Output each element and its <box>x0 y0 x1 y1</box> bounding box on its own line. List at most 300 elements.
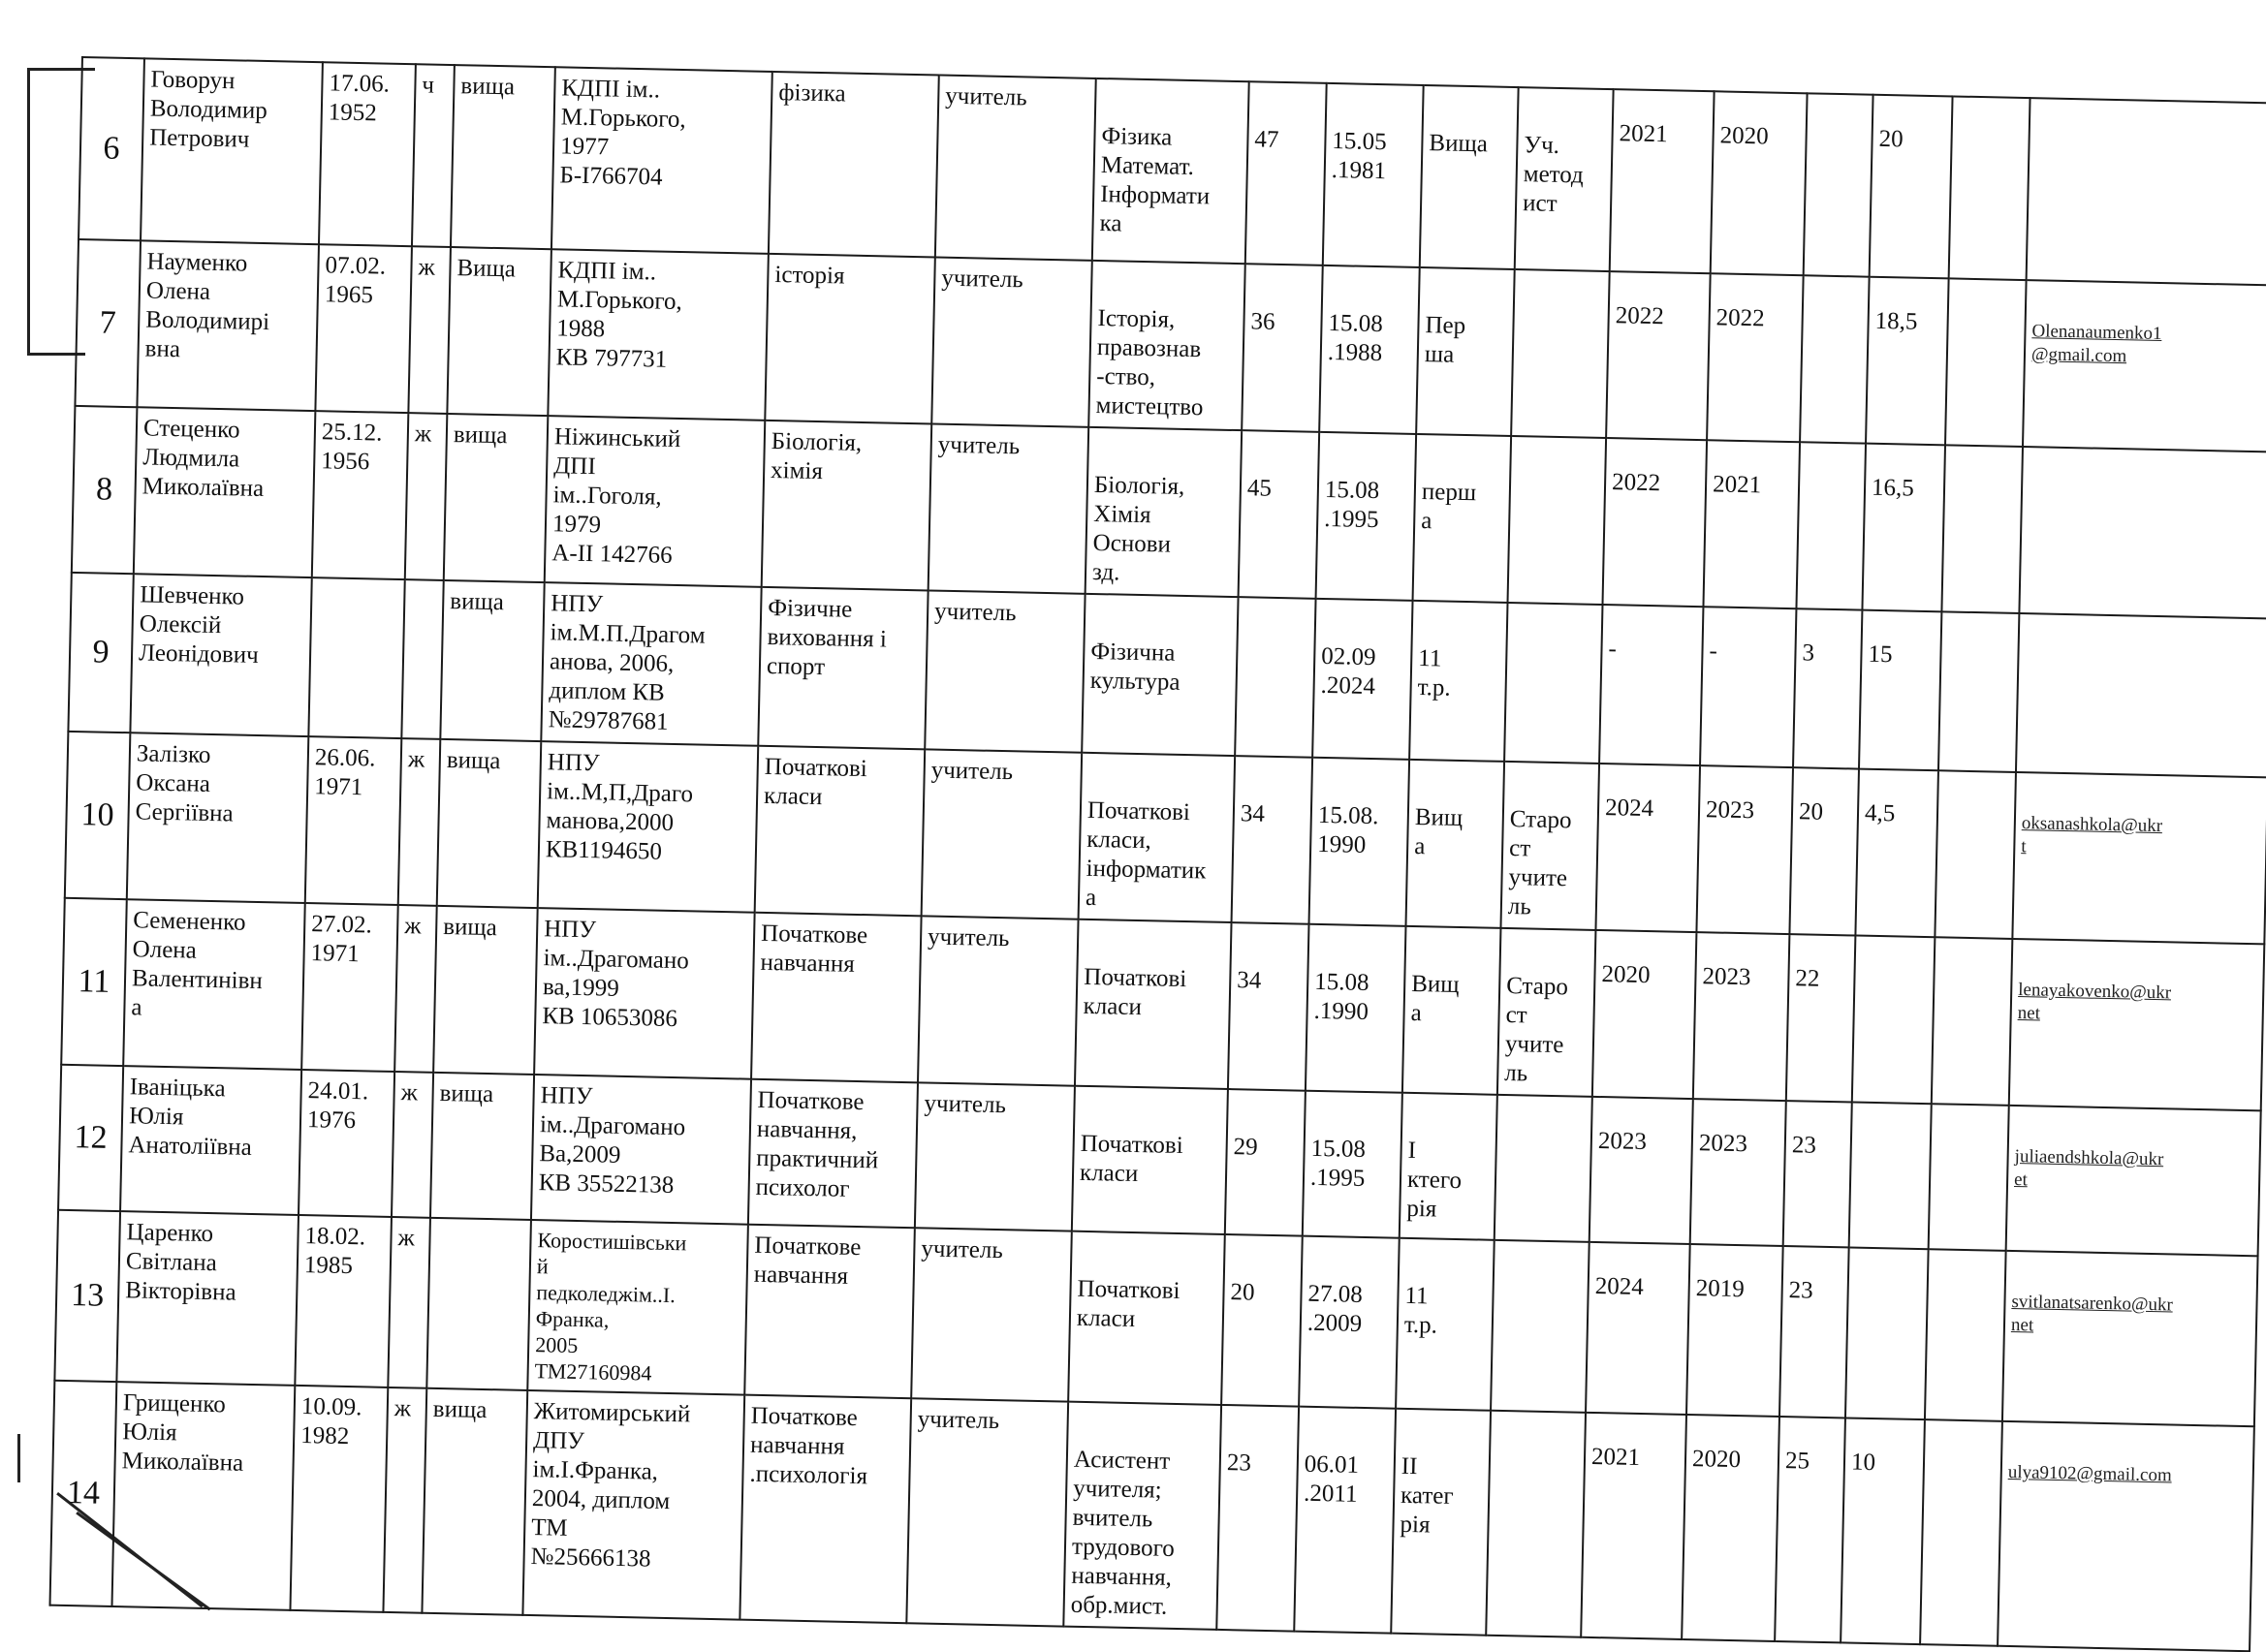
position-cell <box>925 590 1085 752</box>
teaching-hours-cell <box>1242 264 1323 432</box>
blank-cell-cell <box>1949 96 2030 280</box>
teacher-name-cell <box>116 1211 299 1386</box>
email: Olenanaumenko1 @gmail.com <box>2030 321 2162 367</box>
sex-cell <box>392 1072 433 1218</box>
teacher-name: Шевченко Олексій Леонідович <box>138 581 260 669</box>
experience-count-cell <box>1786 934 1856 1102</box>
position-cell <box>928 423 1089 593</box>
sex: ж <box>400 1079 419 1107</box>
teacher-name: Іваніцька Юлія Анатоліївна <box>128 1074 253 1161</box>
subjects: Біологія, Хімія Основи зд. <box>1091 471 1185 586</box>
sex-cell <box>398 738 441 906</box>
subjects-cell <box>1092 78 1249 264</box>
specialty-cell <box>762 421 932 591</box>
teaching-hours: 34 <box>1240 800 1266 827</box>
experience-count: 20 <box>1798 798 1824 826</box>
pedagogical-title-cell <box>1515 87 1614 271</box>
row-number-cell <box>72 406 138 574</box>
teaching-hours-cell <box>1221 1234 1303 1407</box>
row-number-cell <box>75 239 141 407</box>
subjects-cell <box>1072 1086 1228 1234</box>
email-cell <box>2019 447 2266 618</box>
institution-cell <box>531 1075 751 1225</box>
blank-cell-cell <box>1929 1104 2009 1251</box>
position: учитель <box>924 1090 1007 1119</box>
row-number: 12 <box>74 1119 109 1156</box>
email: oksanashkola@ukr t <box>2021 813 2163 857</box>
work-experience-cell <box>1866 277 1949 446</box>
hire-date: 02.09 .2024 <box>1320 642 1376 701</box>
row-number: 11 <box>78 963 110 1000</box>
hire-date-cell <box>1312 599 1412 760</box>
blank-cell-cell <box>1945 278 2027 447</box>
courses-year-cell <box>1703 440 1800 608</box>
teaching-hours-cell <box>1245 81 1327 265</box>
pedagogical-title-cell <box>1491 1240 1589 1413</box>
teaching-hours: 20 <box>1230 1279 1255 1306</box>
experience-count-cell <box>1779 1246 1849 1418</box>
attestation-year: - <box>1608 636 1618 663</box>
education-level: вища <box>450 588 505 616</box>
pedagogical-title-cell <box>1511 269 1610 438</box>
subjects: Фізична культура <box>1089 638 1180 696</box>
birth-date-cell <box>315 244 412 413</box>
specialty-cell <box>748 1079 918 1229</box>
teaching-hours-cell <box>1235 597 1315 758</box>
attestation-year-cell <box>1610 89 1715 273</box>
position: учитель <box>930 757 1014 786</box>
hire-date-cell <box>1309 758 1410 926</box>
work-experience: 10 <box>1850 1449 1876 1477</box>
row-number-cell <box>54 1210 120 1382</box>
birth-date <box>319 584 398 586</box>
courses-year: 2023 <box>1705 796 1755 825</box>
subjects-cell <box>1063 1402 1221 1630</box>
blank-cell-cell <box>1932 937 2013 1106</box>
work-experience <box>1862 966 1928 967</box>
courses-year: 2023 <box>1702 963 1751 991</box>
institution: Коростишівськи й педколеджім..І. Франка, 2005 ТМ27160984 <box>534 1228 687 1386</box>
row-number-cell <box>58 1065 123 1211</box>
row-number: 6 <box>103 130 120 167</box>
position: учитель <box>933 598 1017 627</box>
attestation-year-cell <box>1589 1097 1693 1244</box>
institution: НПУ ім.М.П.Драгом анова, 2006, диплом КВ №29787681 <box>548 590 706 735</box>
row-number: 10 <box>80 796 114 833</box>
category: 11 т.р. <box>1403 1282 1438 1339</box>
sex-cell <box>394 905 437 1073</box>
position: учитель <box>937 431 1021 460</box>
courses-year-cell <box>1693 932 1790 1101</box>
work-experience-cell <box>1855 769 1938 938</box>
teaching-hours <box>1244 640 1308 641</box>
specialty: Біологія, хімія <box>770 427 863 485</box>
teacher-name: Говорун Володимир Петрович <box>148 66 268 153</box>
attestation-year: 2024 <box>1604 795 1654 823</box>
attestation-year: 2021 <box>1619 120 1668 148</box>
work-experience-cell <box>1852 936 1936 1105</box>
courses-year-cell <box>1700 607 1796 767</box>
experience-count-cell <box>1789 767 1859 935</box>
teacher-name-cell <box>120 1066 301 1215</box>
courses-year: 2023 <box>1698 1130 1748 1158</box>
email-cell <box>1998 1421 2254 1651</box>
category: перш а <box>1420 479 1477 535</box>
education-level-cell <box>437 739 542 908</box>
row-number: 14 <box>66 1475 101 1512</box>
education-level: вища <box>453 421 508 450</box>
teacher-name-cell <box>141 58 323 244</box>
institution-cell <box>545 416 766 587</box>
position-cell <box>915 1082 1075 1231</box>
hire-date: 15.08 .1990 <box>1313 968 1369 1026</box>
sex-cell <box>388 1217 430 1388</box>
email-cell <box>2023 280 2266 452</box>
attestation-year-cell <box>1581 1413 1686 1639</box>
position-cell <box>931 257 1092 426</box>
education-level-cell <box>447 247 551 416</box>
pedagogical-title <box>1503 1138 1585 1140</box>
specialty-cell <box>765 254 935 424</box>
institution: Житомирський ДПУ ім.І.Франка, 2004, диплом ТМ №25666138 <box>530 1398 691 1573</box>
institution-cell <box>538 741 759 913</box>
category: І ктего рія <box>1406 1137 1463 1223</box>
pedagogical-title <box>1500 1284 1582 1286</box>
birth-date-cell <box>305 736 402 905</box>
pedagogical-title: Старо ст учите ль <box>1504 973 1569 1087</box>
blank-cell-cell <box>1925 1249 2006 1421</box>
position-cell <box>922 749 1083 919</box>
teaching-hours: 34 <box>1237 967 1262 994</box>
specialty-cell <box>740 1395 911 1624</box>
email: svitlanatsarenko@ukr net <box>2010 1291 2173 1336</box>
subjects-cell <box>1082 594 1238 756</box>
teacher-name: Стеценко Людмила Миколаївна <box>142 415 265 503</box>
sex-cell <box>412 64 455 247</box>
pedagogical-title-cell <box>1508 436 1607 605</box>
hire-date-cell <box>1323 83 1424 267</box>
pedagogical-title-cell <box>1504 603 1602 764</box>
subjects-cell <box>1075 920 1232 1089</box>
email: ulya9102@gmail.com <box>2007 1461 2172 1486</box>
category: Вищ а <box>1413 803 1463 860</box>
blank-cell-cell <box>1920 1419 2002 1646</box>
specialty-cell <box>751 913 922 1083</box>
education-level: вища <box>439 1079 494 1108</box>
courses-year-cell <box>1707 273 1804 442</box>
experience-count: 3 <box>1802 639 1815 667</box>
work-experience-cell <box>1845 1247 1929 1419</box>
work-experience: 15 <box>1868 640 1893 669</box>
education-level-cell <box>430 1073 534 1220</box>
teacher-name-cell <box>130 574 311 736</box>
pedagogical-title <box>1514 646 1595 648</box>
subjects: Асистент учителя; вчитель трудового навчання, обр.мист. <box>1070 1446 1176 1620</box>
institution-cell <box>527 1220 748 1395</box>
courses-year-cell <box>1690 1099 1786 1246</box>
specialty-cell <box>769 72 939 258</box>
blank-cell-cell <box>1938 611 2019 772</box>
teacher-name: Залізко Оксана Сергіївна <box>135 740 234 827</box>
subjects: Фізика Математ. Інформати ка <box>1099 123 1211 237</box>
experience-count: 25 <box>1784 1448 1810 1475</box>
sex-cell <box>383 1387 426 1613</box>
birth-date: 18.02. 1985 <box>303 1223 366 1280</box>
subjects: Історія, правознав -ство, мистецтво <box>1095 305 1204 421</box>
work-experience <box>1855 1278 1921 1279</box>
category-cell <box>1402 926 1501 1095</box>
row-number-cell <box>50 1381 117 1606</box>
specialty: фізика <box>778 79 846 108</box>
subjects-cell <box>1079 753 1236 922</box>
attestation-year: 2021 <box>1590 1443 1641 1471</box>
hire-date-cell <box>1294 1407 1396 1634</box>
attestation-year: 2023 <box>1597 1128 1648 1156</box>
work-experience-cell <box>1841 1418 1925 1644</box>
category-cell <box>1413 434 1512 603</box>
birth-date-cell <box>299 1070 394 1217</box>
category-cell <box>1400 1093 1497 1240</box>
sex: ж <box>403 913 422 940</box>
teaching-hours-cell <box>1216 1405 1299 1632</box>
teaching-hours: 36 <box>1250 308 1275 335</box>
teacher-name: Царенко Світлана Вікторівна <box>125 1219 236 1306</box>
row-number: 13 <box>70 1277 105 1314</box>
teacher-name: Науменко Олена Володимирі вна <box>144 248 270 363</box>
courses-year-cell <box>1696 765 1793 934</box>
category-cell <box>1409 601 1507 762</box>
institution-cell <box>534 908 755 1079</box>
education-level-cell <box>444 414 549 582</box>
birth-date-cell <box>308 577 404 738</box>
pedagogical-title-cell <box>1486 1411 1586 1637</box>
attestation-year-cell <box>1592 930 1697 1099</box>
blank-cell-cell <box>1941 445 2023 613</box>
row-number-cell <box>61 898 127 1066</box>
institution: КДПІ ім.. М.Горького, 1988 КВ 797731 <box>555 257 683 373</box>
teaching-hours-cell <box>1239 430 1320 599</box>
attestation-year-cell <box>1606 271 1711 440</box>
teacher-name-cell <box>127 732 309 903</box>
sex-cell <box>408 246 451 414</box>
sex: ж <box>418 254 436 281</box>
education-level: вища <box>432 1395 488 1424</box>
row-number: 7 <box>99 304 117 341</box>
specialty: Початкове навчання <box>753 1231 862 1290</box>
attestation-year-cell <box>1602 438 1707 607</box>
teacher-name-cell <box>134 407 316 577</box>
attestation-year: 2022 <box>1611 469 1661 497</box>
row-number: 8 <box>95 471 113 508</box>
institution: НПУ ім..Драгомано ва,1999 КВ 10653086 <box>542 916 690 1033</box>
experience-count: 23 <box>1788 1277 1813 1304</box>
position: учитель <box>921 1235 1004 1264</box>
teacher-name-cell <box>123 899 305 1070</box>
specialty: історія <box>774 262 845 290</box>
pedagogical-title: Старо ст учите ль <box>1507 806 1572 920</box>
institution: Ніжинський ДПІ ім..Гоголя, 1979 А-ІІ 142766 <box>551 423 681 569</box>
education-level: Вища <box>456 255 517 283</box>
email-cell <box>2027 98 2266 285</box>
courses-year: 2020 <box>1719 122 1769 150</box>
hire-date: 06.01 .2011 <box>1303 1450 1360 1508</box>
subjects-cell <box>1068 1231 1225 1405</box>
specialty-cell <box>755 746 926 917</box>
hire-date-cell <box>1319 265 1420 434</box>
attestation-year: 2024 <box>1594 1272 1645 1301</box>
email: lenayakovenko@ukr net <box>2017 980 2172 1024</box>
category-cell <box>1405 760 1504 928</box>
category: Вища <box>1429 130 1489 158</box>
specialty: Початкові класи <box>763 753 868 811</box>
category: Вищ а <box>1410 970 1460 1027</box>
birth-date-cell <box>312 411 409 579</box>
experience-count-cell <box>1775 1417 1845 1642</box>
hire-date: 15.08 .1995 <box>1323 476 1380 534</box>
education-level-cell <box>426 1218 531 1390</box>
email <box>2036 138 2266 142</box>
experience-count-cell <box>1783 1101 1852 1247</box>
teacher-name-cell <box>137 240 319 411</box>
birth-date: 17.06. 1952 <box>328 70 391 127</box>
hire-date: 15.08 .1995 <box>1309 1135 1367 1192</box>
teaching-hours-cell <box>1225 1089 1306 1236</box>
hire-date-cell <box>1303 1091 1402 1238</box>
specialty: Початкове навчання, практичний психолог <box>755 1086 879 1202</box>
birth-date-cell <box>290 1386 388 1612</box>
institution-cell <box>548 249 769 421</box>
teaching-hours: 45 <box>1246 475 1273 502</box>
teacher-name-cell <box>111 1382 295 1610</box>
birth-date: 26.06. 1971 <box>313 744 376 801</box>
position: учитель <box>945 82 1027 111</box>
category-cell <box>1391 1409 1491 1636</box>
birth-date: 27.02. 1971 <box>310 911 373 968</box>
sex-cell <box>401 579 443 739</box>
sex-cell <box>405 413 448 580</box>
institution: НПУ ім..М,П,Драго манова,2000 КВ1194650 <box>545 749 694 865</box>
institution-cell <box>551 67 772 254</box>
teaching-hours: 47 <box>1254 126 1279 153</box>
attestation-year: 2020 <box>1601 961 1651 989</box>
subjects: Початкові класи <box>1079 1130 1183 1188</box>
hire-date: 15.08 .1988 <box>1327 310 1384 367</box>
pedagogical-title-cell <box>1497 928 1596 1097</box>
pedagogical-title-cell <box>1500 762 1599 930</box>
birth-date: 25.12. 1956 <box>321 419 383 476</box>
teaching-hours-cell <box>1232 756 1313 924</box>
attestation-year-cell <box>1599 605 1703 765</box>
email <box>2026 653 2264 658</box>
sex: ж <box>407 746 425 773</box>
experience-count: 23 <box>1791 1132 1817 1159</box>
pedagogical-title: Уч. метод ист <box>1522 132 1585 217</box>
category: 11 т.р. <box>1417 645 1451 701</box>
email-cell <box>2012 772 2266 944</box>
experience-count-cell <box>1796 442 1866 609</box>
teaching-hours: 29 <box>1233 1134 1258 1161</box>
sex: ж <box>393 1395 412 1422</box>
category-cell <box>1416 267 1515 436</box>
hire-date-cell <box>1299 1236 1400 1409</box>
education-level-cell <box>440 580 544 741</box>
subjects: Початкові класи <box>1083 963 1187 1021</box>
experience-count-cell <box>1804 93 1873 276</box>
experience-count: 22 <box>1795 965 1820 992</box>
position-cell <box>911 1228 1072 1401</box>
subjects: Початкові класи <box>1076 1275 1180 1333</box>
email-cell <box>2002 1251 2258 1426</box>
pedagogical-title-cell <box>1495 1095 1592 1242</box>
education-level: вища <box>442 914 498 942</box>
margin-tick <box>17 1434 20 1482</box>
email-cell <box>2006 1106 2261 1256</box>
attestation-year-cell <box>1586 1242 1690 1415</box>
specialty: Початкове навчання .психологія <box>749 1402 868 1490</box>
hire-date: 15.05 .1981 <box>1331 128 1387 185</box>
subjects-cell <box>1086 427 1243 597</box>
email <box>2029 486 2266 491</box>
row-number-cell <box>79 57 144 240</box>
birth-date: 07.02. 1965 <box>324 252 387 309</box>
education-level <box>437 1225 524 1227</box>
birth-date: 24.01. 1976 <box>306 1077 369 1135</box>
teaching-hours-cell <box>1228 922 1309 1091</box>
attestation-year: 2022 <box>1615 302 1665 330</box>
pedagogical-title <box>1496 1454 1578 1456</box>
position: учитель <box>927 923 1010 952</box>
institution-cell <box>541 582 761 746</box>
work-experience: 18,5 <box>1874 307 1918 335</box>
row-number-cell <box>65 732 131 899</box>
specialty-cell <box>758 587 928 750</box>
position: учитель <box>941 265 1024 294</box>
courses-year: 2022 <box>1715 304 1765 332</box>
experience-count <box>1813 123 1866 124</box>
work-experience: 20 <box>1878 125 1904 153</box>
courses-year-cell <box>1682 1415 1779 1641</box>
hire-date: 27.08 .2009 <box>1306 1280 1364 1337</box>
hire-date-cell <box>1306 924 1406 1093</box>
sex: ч <box>422 72 435 99</box>
specialty: Фізичне виховання і спорт <box>766 594 888 681</box>
position: учитель <box>917 1406 1000 1435</box>
work-experience <box>1858 1133 1924 1134</box>
category: Пер ша <box>1424 312 1466 368</box>
education-level-cell <box>433 906 538 1075</box>
category: ІІ катег рія <box>1400 1452 1454 1539</box>
institution: НПУ ім..Драгомано Ва,2009 КВ 35522138 <box>538 1082 686 1200</box>
pedagogical-title <box>1521 313 1602 315</box>
email-cell <box>2009 939 2265 1110</box>
table-row <box>50 1381 2254 1651</box>
education-level-cell <box>422 1388 527 1615</box>
experience-count <box>1810 305 1862 306</box>
email-cell <box>2016 613 2266 777</box>
teacher-name: Грищенко Юлія Миколаївна <box>121 1389 244 1477</box>
row-number-cell <box>68 573 133 732</box>
sex: ж <box>397 1225 416 1252</box>
birth-date-cell <box>301 903 398 1072</box>
work-experience: 16,5 <box>1871 474 1915 502</box>
sex <box>412 586 437 587</box>
experience-count-cell <box>1793 608 1862 768</box>
institution-cell <box>522 1390 744 1620</box>
experience-count-cell <box>1800 275 1870 443</box>
birth-date-cell <box>295 1215 392 1387</box>
category-cell <box>1420 85 1519 269</box>
hire-date: 15.08. 1990 <box>1316 801 1379 858</box>
